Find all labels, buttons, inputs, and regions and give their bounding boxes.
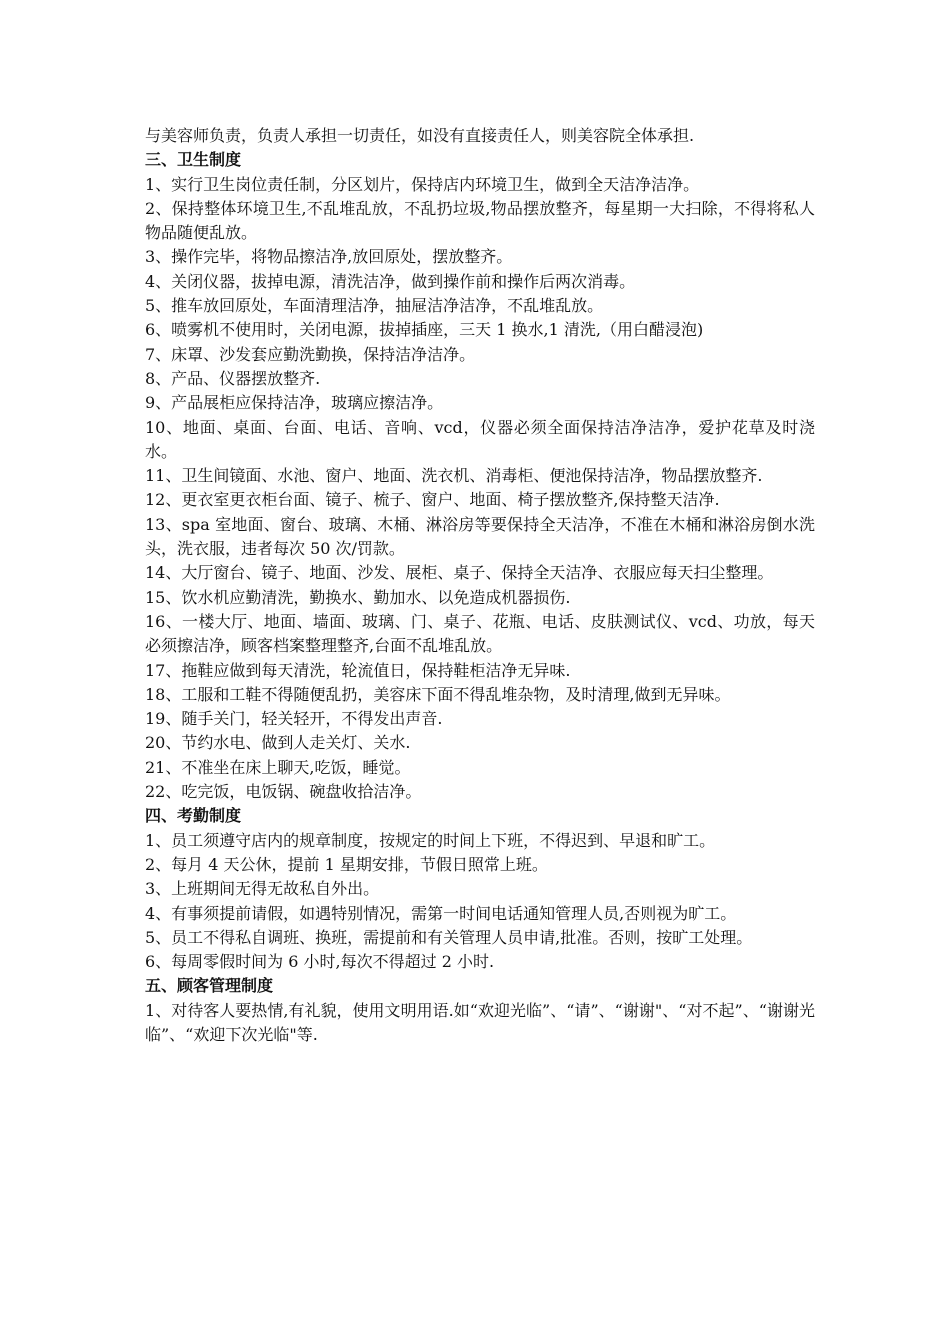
list-item: 1、对待客人要热情,有礼貌，使用文明用语.如“欢迎光临”、“请”、“谢谢"、“对不起”、“谢谢光临”、“欢迎下次光临"等.	[145, 1000, 815, 1044]
list-item: 12、更衣室更衣柜台面、镜子、梳子、窗户、地面、椅子摆放整齐,保持整天洁净.	[145, 490, 720, 510]
list-item: 2、保持整体环境卫生,不乱堆乱放，不乱扔垃圾,物品摆放整齐，每星期一大扫除，不得将私人物品随便乱放。	[145, 198, 815, 243]
list-item: 17、拖鞋应做到每天清洗，轮流值日，保持鞋柜洁净无异味.	[145, 660, 571, 680]
list-item: 10、地面、桌面、台面、电话、音响、vcd，仪器必须全面保持洁净洁净，爱护花草及时浇水。	[145, 417, 815, 461]
list-item: 14、大厅窗台、镜子、地面、沙发、展柜、桌子、保持全天洁净、衣服应每天扫尘整理。	[145, 563, 774, 583]
list-item: 19、随手关门，轻关轻开，不得发出声音.	[145, 709, 443, 729]
list-item: 5、推车放回原处，车面清理洁净，抽屉洁净洁净，不乱堆乱放。	[145, 296, 604, 316]
list-item: 9、产品展柜应保持洁净，玻璃应擦洁净。	[145, 393, 444, 413]
list-item: 13、spa 室地面、窗台、玻璃、木桶、淋浴房等要保持全天洁净，不准在木桶和淋浴房倒水洗头，洗衣服，违者每次 50 次/罚款。	[145, 514, 815, 559]
section-attendance	[145, 804, 815, 974]
list-item: 20、节约水电、做到人走关灯、关水.	[145, 733, 411, 753]
list-item: 2、每月 4 天公休，提前 1 星期安排，节假日照常上班。	[145, 854, 548, 874]
section-hygiene	[145, 148, 815, 804]
section-title: 三、卫生制度	[145, 150, 242, 170]
list-item: 3、操作完毕，将物品擦洁净,放回原处，摆放整齐。	[145, 247, 513, 267]
list-item: 11、卫生间镜面、水池、窗户、地面、洗衣机、消毒柜、便池保持洁净，物品摆放整齐.	[145, 466, 763, 486]
list-item: 7、床罩、沙发套应勤洗勤换，保持洁净洁净。	[145, 344, 476, 364]
lead-paragraph: 与美容师负责，负责人承担一切责任，如没有直接责任人，则美容院全体承担.	[145, 126, 695, 145]
list-item: 5、员工不得私自调班、换班，需提前和有关管理人员申请,批准。否则，按旷工处理。	[145, 927, 753, 947]
list-item: 1、实行卫生岗位责任制，分区划片，保持店内环境卫生，做到全天洁净洁净。	[145, 174, 700, 194]
document-page	[145, 124, 815, 1047]
section-title: 五、顾客管理制度	[145, 976, 274, 996]
section-title: 四、考勤制度	[145, 806, 242, 826]
list-item: 4、关闭仪器，拔掉电源，清洗洁净，做到操作前和操作后两次消毒。	[145, 271, 636, 291]
list-item: 6、每周零假时间为 6 小时,每次不得超过 2 小时.	[145, 952, 495, 972]
list-item: 6、喷雾机不使用时，关闭电源，拔掉插座，三天 1 换水,1 清洗,（用白醋浸泡)	[145, 320, 704, 340]
list-item: 3、上班期间无得无故私自外出。	[145, 879, 380, 899]
list-item: 18、工服和工鞋不得随便乱扔，美容床下面不得乱堆杂物，及时清理,做到无异味。	[145, 684, 731, 704]
list-item: 8、产品、仪器摆放整齐.	[145, 368, 321, 388]
list-item: 15、饮水机应勤清洗，勤换水、勤加水、以免造成机器损伤.	[145, 587, 571, 607]
list-item: 4、有事须提前请假，如遇特别情况，需第一时间电话通知管理人员,否则视为旷工。	[145, 903, 737, 923]
list-item: 16、一楼大厅、地面、墙面、玻璃、门、桌子、花瓶、电话、皮肤测试仪、vcd、功放，每天必须擦洁净，顾客档案整理整齐,台面不乱堆乱放。	[145, 611, 815, 656]
list-item: 21、不准坐在床上聊天,吃饭，睡觉。	[145, 757, 411, 777]
section-customer-management	[145, 974, 815, 1047]
list-item: 1、员工须遵守店内的规章制度，按规定的时间上下班，不得迟到、早退和旷工。	[145, 830, 716, 850]
list-item: 22、吃完饭，电饭锅、碗盘收拾洁净。	[145, 782, 422, 802]
